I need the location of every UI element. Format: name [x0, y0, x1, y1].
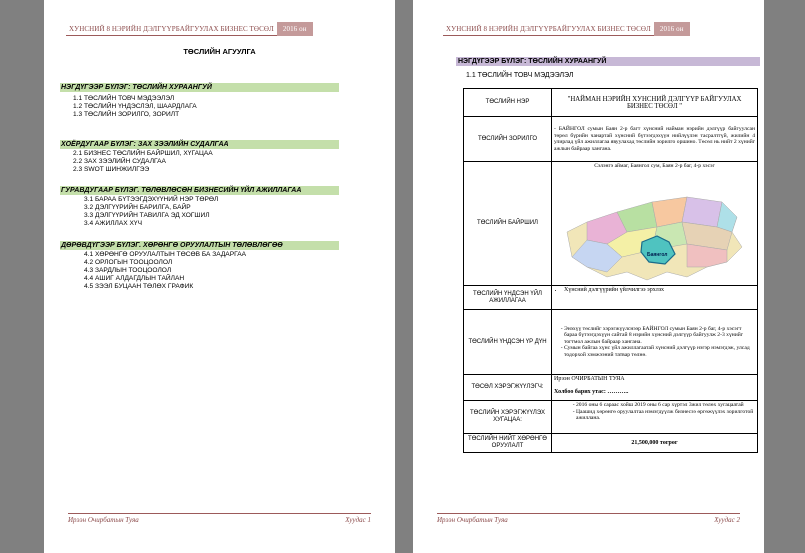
toc-item[interactable]: 1.1 ТӨСЛИЙН ТОВЧ МЭДЭЭЛЭЛ — [73, 95, 175, 102]
implementer-name: Ирээн ОЧИРБАТЫН ТУЯА — [554, 376, 625, 382]
toc-item[interactable]: 4.2 ОРЛОГЫН ТООЦООЛОЛ — [84, 259, 173, 266]
result-cell — [552, 310, 758, 375]
toc-section-2[interactable]: ХОЁРДУГААР БҮЛЭГ: ЗАХ ЗЭЭЛИЙН СУДАЛГАА — [60, 140, 339, 149]
map-label: Баянгол — [646, 252, 667, 258]
chapter-heading: НЭГДҮГЭЭР БҮЛЭГ: ТӨСЛИЙН ХУРААНГУЙ — [456, 57, 760, 66]
page-footer — [68, 513, 371, 524]
project-info-table — [463, 88, 758, 453]
toc-item[interactable]: 3.3 ДЭЛГҮҮРИЙН ТАВИЛГА ЭД ХОГШИЛ — [84, 212, 210, 219]
footer-page-number: Хуудас 2 — [714, 516, 740, 524]
toc-item[interactable]: 4.4 АШИГ АЛДАГДЛЫН ТАЙЛАН — [84, 275, 185, 282]
toc-item[interactable]: 2.2 ЗАХ ЗЭЭЛИЙН СУДАЛГАА — [73, 158, 166, 165]
footer-author: Ирээн Очирбатын Туяа — [68, 516, 139, 524]
duration-item: - Цаашид хөрөнгө оруулалтаа нэмэгдүүлж бизнесээ өргөжүүлэх зорилготой ажиллана. — [576, 409, 755, 422]
location-map — [557, 172, 753, 284]
page-1 — [44, 0, 395, 553]
toc-item[interactable]: 2.3 SWOT ШИНЖИЛГЭЭ — [73, 166, 150, 173]
toc-item[interactable]: 3.1 БАРАА БҮТЭЭГДЭХҮҮНИЙ НЭР ТӨРӨЛ — [84, 196, 219, 203]
page-2 — [413, 0, 764, 553]
value-total-investment: 21,500,000 төгрөг — [552, 434, 758, 453]
toc-section-4[interactable]: ДӨРӨВДҮГЭЭР БҮЛЭГ. ХӨРӨНГӨ ОРУУЛАЛТЫН ТӨЛӨВЛӨГӨӨ — [60, 241, 339, 250]
toc-section-3[interactable]: ГУРАВДУГААР БҮЛЭГ. ТӨЛӨВЛӨСӨН БИЗНЕСИЙН ҮЙЛ АЖИЛЛАГАА — [60, 186, 339, 195]
header-year: 2016 он — [277, 22, 313, 36]
page-header — [66, 22, 313, 36]
label-duration: ТӨСЛИЙН ХЭРЭГЖҮҮЛЭХ ХУГАЦАА: — [464, 401, 552, 434]
implementer-cell — [552, 375, 758, 401]
value-main-activity: • Хүнсний дэлгүүрийн үйлчилгээ эрхлэх — [564, 287, 755, 294]
toc-item[interactable]: 4.5 ЗЭЭЛ БУЦААН ТӨЛӨХ ГРАФИК — [84, 283, 194, 290]
result-item: - Энэхүү төслийг хэрэгжүүлснээр БАЙНГОЛ сумын Баян 2-р баг, 4-р хэсэгт бараа бүтээгдэхүүн сайтай 8 нэрийн хүнсний дэлгүүр байгуулж 2-3 хүнийг тогтмол ажлын байраар хангана. — [564, 326, 755, 346]
footer-author: Ирээн Очирбатын Туяа — [437, 516, 508, 524]
toc-item[interactable]: 1.2 ТӨСЛИЙН ҮНДЭСЛЭЛ, ШААРДЛАГА — [73, 103, 197, 110]
label-main-activity: ТӨСЛИЙН ҮНДСЭН ҮЙЛ АЖИЛЛАГАА — [464, 286, 552, 310]
page-header — [443, 22, 690, 36]
toc-title: ТӨСЛИЙН АГУУЛГА — [183, 47, 256, 56]
toc-section-1[interactable]: НЭГДҮГЭЭР БҮЛЭГ: ТӨСЛИЙН ХУРААНГУЙ — [60, 83, 339, 92]
location-cell — [552, 162, 758, 286]
header-year: 2016 он — [654, 22, 690, 36]
label-project-location: ТӨСЛИЙН БАЙРШИЛ — [464, 162, 552, 286]
duration-cell — [552, 401, 758, 434]
toc-item[interactable]: 1.3 ТӨСЛИЙН ЗОРИЛГО, ЗОРИЛТ — [73, 111, 180, 118]
activity-cell — [552, 286, 758, 310]
label-project-goal: ТӨСЛИЙН ЗОРИЛГО — [464, 117, 552, 162]
toc-item[interactable]: 3.2 ДЭЛГҮҮРИЙН БАРИЛГА, БАЙР — [84, 204, 191, 211]
page-footer — [437, 513, 740, 524]
implementer-phone: Холбоо барих утас: ……….. — [554, 389, 629, 395]
value-project-goal: - БАЙНГОЛ сумын Баян 2-р багт хүнсний найман нэрийн дэлгүүр байгуулсан төрөл бүрийн чанартай хүнсний бүтээгдэхүүн нийлүүлэн тасралтгүй, жилийн 4 улирлад үйл ажиллагаа явуулахад төслийн зорилго оршино. Төсөл нь нийт 2 хүнийг ажлын байраар хангана. — [552, 117, 758, 162]
subsection-heading: 1.1 ТӨСЛИЙН ТОВЧ МЭДЭЭЛЭЛ — [466, 72, 574, 79]
map-image — [557, 172, 753, 284]
label-main-result: ТӨСЛИЙН ҮНДСЭН ҮР ДҮН — [464, 310, 552, 375]
result-item: - Сумын байгаа хүнс үйл ажиллагаатай хүнсний дэлгүүр нэгэр нэмэгдэж, улсад тодорхой хэмжээний татвар төлнө. — [564, 345, 755, 358]
toc-item[interactable]: 2.1 БИЗНЕС ТӨСЛИЙН БАЙРШИЛ, ХҮГАЦАА — [73, 150, 213, 157]
duration-item: - 2016 оны 6 сараас хойш 2019 оны 6 сар хүртэл 3жил төлөх хугацаатай — [576, 402, 755, 409]
label-total-investment: ТӨСЛИЙН НИЙТ ХӨРӨНГӨ ОРУУЛАЛТ — [464, 434, 552, 453]
toc-item[interactable]: 3.4 АЖИЛЛАХ ХҮЧ — [84, 220, 142, 227]
footer-page-number: Хуудас 1 — [345, 516, 371, 524]
label-implementer: ТӨСӨЛ ХЭРЭГЖҮҮЛЭГЧ: — [464, 375, 552, 401]
toc-item[interactable]: 4.3 ЗАРДЛЫН ТООЦООЛОЛ — [84, 267, 172, 274]
toc-item[interactable]: 4.1 ХӨРӨНГӨ ОРУУЛАЛТЫН ТӨСӨВ БА ЗАДАРГАА — [84, 251, 247, 258]
value-project-name: "НАЙМАН НЭРИЙН ХУНСНИЙ ДЭЛГҮҮР БАЙГУУЛАХ БИЗНЕС ТӨСӨЛ " — [552, 89, 758, 117]
label-project-name: ТӨСЛИЙН НЭР — [464, 89, 552, 117]
map-caption: Сэлэнгэ аймаг, Баянгол сум, Баян 2-р баг, 4-р хэсэг — [594, 163, 715, 169]
header-title: ХУНСНИЙ 8 НЭРИЙН ДЭЛГҮҮРБАЙГУУЛАХ БИЗНЕС ТӨСӨЛ — [443, 22, 654, 36]
header-title: ХУНСНИЙ 8 НЭРИЙН ДЭЛГҮҮРБАЙГУУЛАХ БИЗНЕС ТӨСӨЛ — [66, 22, 277, 36]
